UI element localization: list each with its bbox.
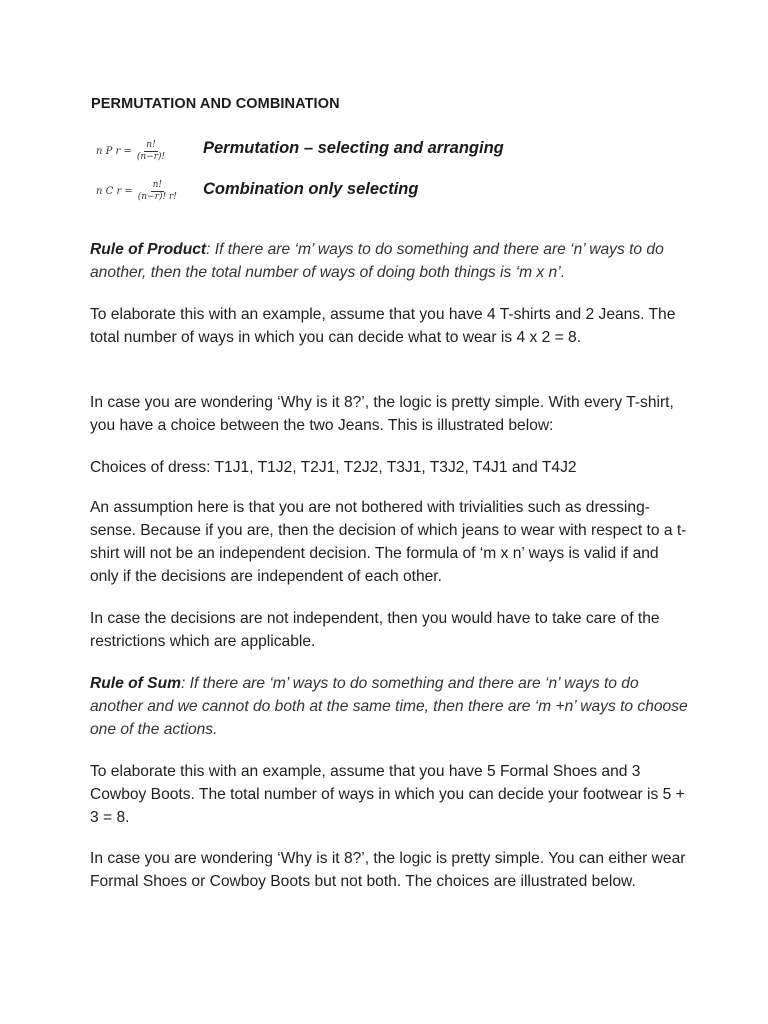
- combination-formula-lhs: n C r =: [96, 185, 133, 197]
- combination-formula-image: [96, 180, 196, 203]
- paragraph-dress-choices: Choices of dress: T1J1, T1J2, T2J1, T2J2, T3J1, T3J2, T4J1 and T4J2: [90, 459, 577, 476]
- permutation-fraction: [135, 140, 167, 163]
- combination-denominator: (n−r)! r!: [137, 191, 177, 202]
- paragraph-dependence: In case the decisions are not independent, then you would have to take care of the restrictions which are applicable.: [90, 610, 660, 650]
- permutation-denominator: (n−r)!: [136, 151, 166, 162]
- combination-description: Combination only selecting: [203, 180, 419, 198]
- permutation-formula-image: [96, 140, 196, 163]
- rule-of-sum-heading: Rule of Sum: [90, 675, 181, 692]
- rule-of-product-text: : If there are ‘m’ ways to do something and there are ‘n’ ways to do another, then the total number of ways of doing both things is ‘m x n’.: [90, 241, 664, 281]
- rule-of-product-heading: Rule of Product: [90, 241, 207, 258]
- combination-numerator: n!: [152, 179, 163, 190]
- paragraph-product-logic: In case you are wondering ‘Why is it 8?’, the logic is pretty simple. With every T-shirt, you have a choice between the two Jeans. This is illustrated below:: [90, 394, 674, 434]
- rule-of-sum-paragraph: [90, 672, 690, 741]
- rule-of-product-paragraph: [90, 238, 690, 284]
- permutation-formula: [96, 136, 196, 166]
- permutation-numerator: n!: [146, 139, 156, 150]
- page-title: PERMUTATION AND COMBINATION: [91, 96, 340, 112]
- permutation-description: Permutation – selecting and arranging: [203, 139, 504, 157]
- permutation-formula-lhs: n P r =: [96, 145, 132, 157]
- combination-fraction: [136, 180, 179, 203]
- paragraph-product-example: To elaborate this with an example, assume that you have 4 T-shirts and 2 Jeans. The total number of ways in which you can decide what to wear is 4 x 2 = 8.: [90, 306, 676, 346]
- paragraph-sum-example: To elaborate this with an example, assume that you have 5 Formal Shoes and 3 Cowboy Boots. The total number of ways in which you can decide your footwear is 5 + 3 = 8.: [90, 763, 685, 826]
- paragraph-sum-logic: In case you are wondering ‘Why is it 8?’, the logic is pretty simple. You can either wear Formal Shoes or Cowboy Boots but not both. The choices are illustrated below.: [90, 850, 686, 890]
- paragraph-assumption: An assumption here is that you are not bothered with trivialities such as dressing-sense. Because if you are, then the decision of which jeans to wear with respect to a t-shirt will not be an independent decision. The formula of ‘m x n’ ways is valid if and only if the decisions are independent of each other.: [90, 499, 687, 585]
- combination-formula: [96, 176, 196, 206]
- rule-of-sum-text: : If there are ‘m’ ways to do something and there are ‘n’ ways to do another and we cannot do both at the same time, then there are ‘m +n’ ways to choose one of the actions.: [90, 675, 688, 738]
